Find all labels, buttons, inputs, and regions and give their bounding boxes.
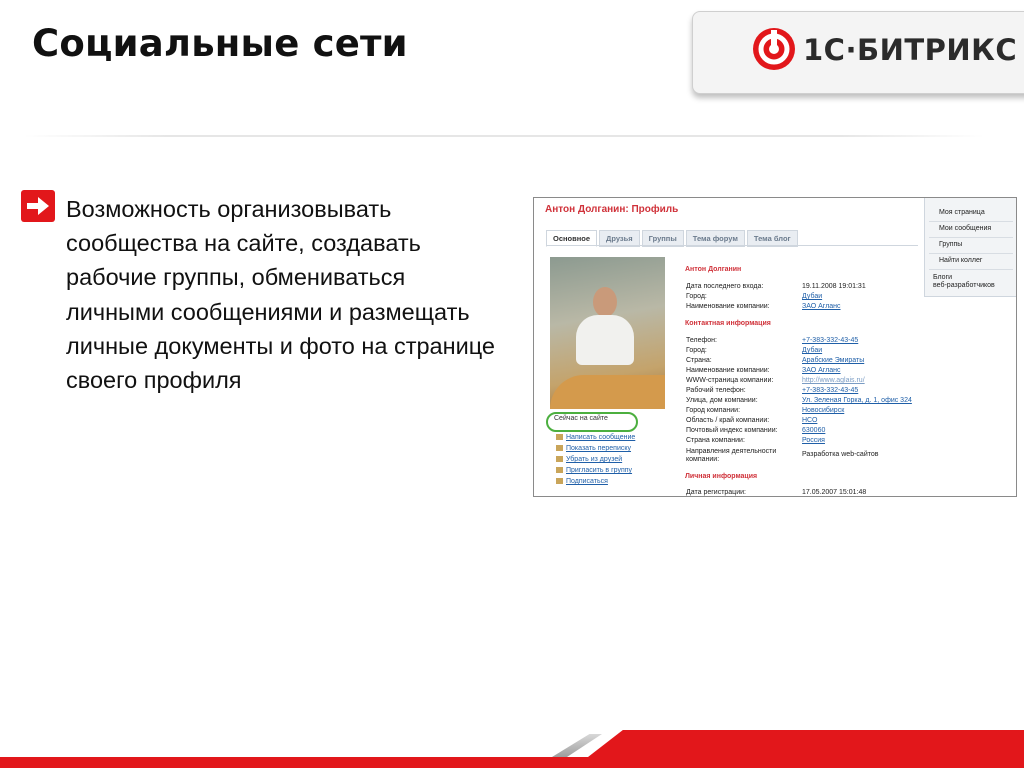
- menu-item-my-messages[interactable]: Мои сообщения: [939, 225, 992, 232]
- contact-heading: Контактная информация: [685, 320, 771, 327]
- bullet-text: Возможность организовывать сообщества на сайте, создавать рабочие группы, обмениваться личными сообщениями и размещать личные документы и фото на странице своего профиля: [66, 196, 495, 394]
- group-icon: [556, 467, 563, 473]
- user-menu: [924, 198, 1017, 297]
- menu-divider: [929, 253, 1013, 254]
- profile-photo: [550, 257, 665, 409]
- profile-tabs: [546, 230, 800, 244]
- online-status-badge: Сейчас на сайте: [554, 415, 608, 422]
- name-heading: Антон Долганин: [685, 266, 742, 273]
- footer-red-wedge: [588, 730, 1024, 757]
- tab-main[interactable]: Основное: [546, 230, 597, 247]
- menu-blogs-line2[interactable]: веб-разработчиков: [933, 282, 995, 289]
- header-divider: [24, 135, 984, 137]
- profile-title: Антон Долганин: Профиль: [545, 204, 679, 215]
- remove-friend-link[interactable]: Убрать из друзей: [556, 456, 622, 463]
- footer-red-bar: [0, 757, 1024, 768]
- bullet-arrow-icon: [21, 190, 55, 222]
- bitrix-logo-icon: [752, 27, 796, 71]
- menu-divider: [929, 221, 1013, 222]
- tab-groups[interactable]: Группы: [642, 230, 684, 247]
- tab-forum[interactable]: Тема форум: [686, 230, 745, 247]
- menu-item-my-page[interactable]: Моя страница: [939, 209, 985, 216]
- messages-icon: [556, 445, 563, 451]
- tab-friends[interactable]: Друзья: [599, 230, 640, 247]
- menu-blogs-line1[interactable]: Блоги: [933, 274, 953, 281]
- slide-title: Социальные сети: [32, 22, 408, 65]
- invite-to-group-link[interactable]: Пригласить в группу: [556, 467, 632, 474]
- tabs-underline: [546, 245, 918, 246]
- show-correspondence-link[interactable]: Показать переписку: [556, 445, 631, 452]
- profile-screenshot: Антон Долганин: Профиль Основное Друзья Группы Тема форум Тема блог Сейчас на сайте Написать сообщение Показать переписку Убрать из друзей Пригласить в группу Подписаться Антон Долганин Дата последнего входа: 19.11.2008 19:01:31 Город: Дубаи Наименование компании: ЗАО Агланс Контактная информация Телефон: +7-383-332-43-45 Город: Дубаи Страна: Арабские Эмираты Наименование компании: ЗАО Агланс WWW-страница компании: http://www.aglais.ru/ Рабочий телефон: +7-383-332-43-45 Улица, дом компании: Ул. Зеленая Горка, д. 1, офис 324 Город компании: Новосибирск Область / край компании: НСО Почтовый индекс компании: 630060 Страна компании: Россия Направления деятельности компании: Разработка web-сайтов Личная информация Дата регистрации: 17.05.2007 15:01:48 Моя страница Мои сообщения Группы Найти коллег Блоги веб-разработчиков: [533, 197, 1017, 497]
- subscribe-link[interactable]: Подписаться: [556, 478, 608, 485]
- subscribe-icon: [556, 478, 563, 484]
- pencil-icon: [556, 434, 563, 440]
- tab-blog[interactable]: Тема блог: [747, 230, 798, 247]
- menu-item-find-colleagues[interactable]: Найти коллег: [939, 257, 983, 264]
- write-message-link[interactable]: Написать сообщение: [556, 434, 635, 441]
- menu-divider: [929, 269, 1013, 270]
- menu-item-groups[interactable]: Группы: [939, 241, 963, 248]
- menu-divider: [929, 237, 1013, 238]
- logo-text: 1С·БИТРИКС: [803, 33, 1018, 67]
- personal-heading: Личная информация: [685, 473, 758, 480]
- remove-user-icon: [556, 456, 563, 462]
